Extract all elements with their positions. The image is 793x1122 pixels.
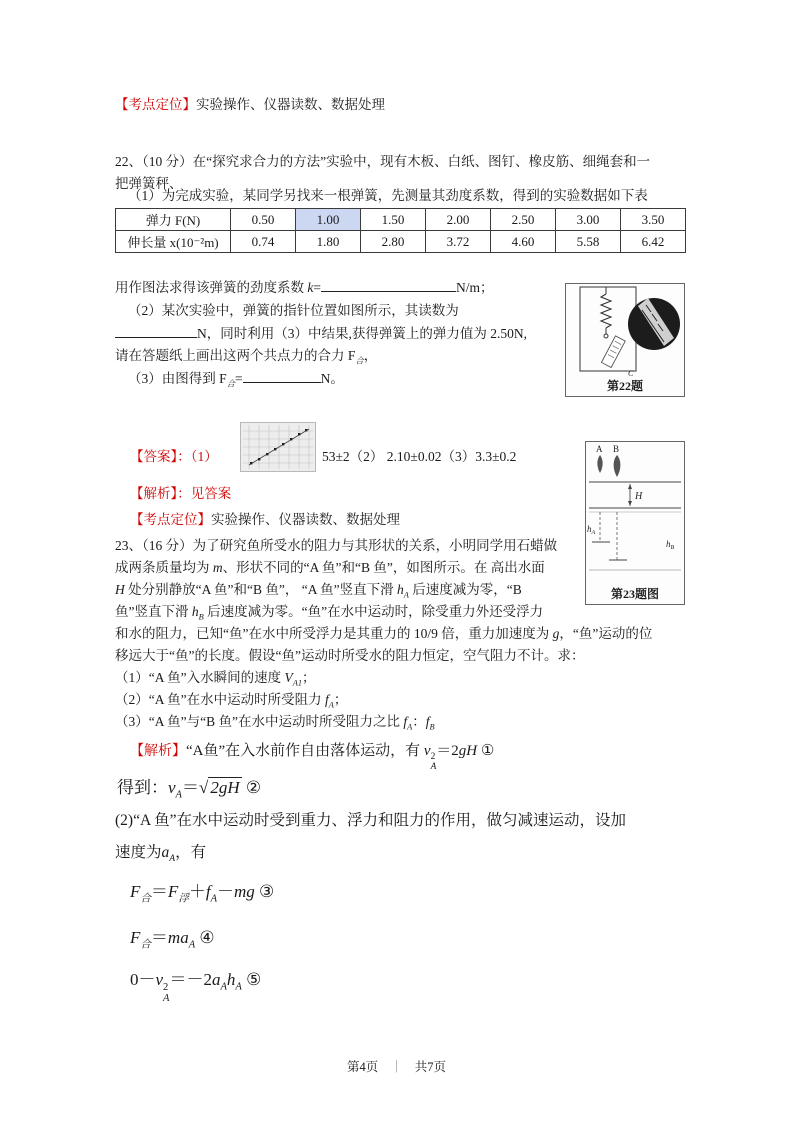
kaodian-text: 实验操作、仪器读数、数据处理 — [196, 97, 385, 112]
q23-line-7: （1）“A 鱼”入水瞬间的速度 $V_{A1}$； — [115, 670, 316, 688]
hb-label: $h_B$ — [666, 539, 675, 551]
fish-a-shape — [597, 455, 602, 473]
table-cell-highlighted: 1.00 — [296, 209, 361, 231]
ha-label: $h_A$ — [587, 524, 596, 536]
table-header-extension: 伸长量 x(10⁻²m) — [116, 231, 231, 253]
table-cell: 3.00 — [556, 209, 621, 231]
sol23-formula-4: $F_合=ma_A$ ④ — [130, 928, 215, 951]
fish-b-shape — [614, 455, 621, 477]
q23-line-4: 鱼”竖直下滑 $h_B$ 后速度减为零。“鱼”在水中运动时，除受重力外还受浮力 — [115, 604, 544, 622]
fish-b-label: B — [613, 444, 620, 454]
sol23-intro-math: “A鱼”在入水前作自由落体运动，有 v 2 A ＝2gH ① — [186, 743, 495, 772]
sol23-formula-3: $F_合=F_浮+f_A-mg$ ③ — [130, 882, 275, 905]
q23-line-1: 23、（16 分）为了研究鱼所受水的阻力与其形状的关系，小明同学用石蜡做 — [115, 538, 558, 553]
q23-line-6: 移远大于“鱼”的长度。假设“鱼”运动时所受水的阻力恒定，空气阻力不计。求： — [115, 648, 585, 663]
jiexi-tag: 【解析】 — [130, 744, 186, 759]
jiexi-text: 见答案 — [190, 486, 232, 501]
table-cell: 2.80 — [361, 231, 426, 253]
table-cell: 5.58 — [556, 231, 621, 253]
kaodian-tag: 【考点定位】 — [115, 97, 196, 112]
figure-q22 — [565, 283, 685, 397]
table-cell: 6.42 — [621, 231, 686, 253]
figure-q22-label: 第22题 — [606, 379, 643, 393]
q22-pointer-line: （2）某次实验中，弹簧的指针位置如图所示，其读数为 — [128, 303, 459, 318]
table-header-force: 弹力 F(N) — [116, 209, 231, 231]
footer-total-pages: 共7页 — [414, 1060, 447, 1074]
kaodian-line-top — [115, 95, 385, 115]
kaodian-line-22 — [130, 510, 400, 530]
table-cell: 3.50 — [621, 209, 686, 231]
q22-line-2: 把弹簧秤、 — [115, 176, 183, 191]
footer-separator: ｜ — [390, 1060, 403, 1074]
spring-scale-diagram — [566, 284, 684, 380]
q22-line-3: （1）为完成实验，某同学另找来一根弹簧，先测量其劲度系数，得到的实验数据如下表 — [128, 188, 648, 203]
table-cell: 2.50 — [491, 209, 556, 231]
page-footer — [0, 1057, 793, 1075]
q22-draw-line: 请在答题纸上画出这两个共点力的合力 $F_合$， — [115, 348, 378, 366]
sol23-dedao-formula: 得到：$v_A=√$ 2gH ② — [117, 778, 262, 801]
kaodian-text: 实验操作、仪器读数、数据处理 — [211, 512, 400, 527]
figure-q23-label: 第23题图 — [610, 587, 659, 601]
table-row-extension — [116, 231, 686, 253]
q23-line-3: H 处分别静放“A 鱼”和“B 鱼”， “A 鱼”竖直下滑 $h_A$ 后速度减为零，“B — [115, 582, 522, 600]
kx-graph — [241, 423, 315, 471]
table-cell: 1.80 — [296, 231, 361, 253]
table-cell: 2.00 — [426, 209, 491, 231]
sol23-part2-line-1: (2)“A 鱼”在水中运动时受到重力、浮力和阻力的作用，做匀减速运动，设加 — [115, 812, 627, 829]
q22-blank-n-line: N，同时利用（3）中结果,获得弹簧上的弹力值为 2.50N, — [115, 324, 527, 344]
q23-line-9: （3）“A 鱼”与“B 鱼”在水中运动时所受阻力之比 $f_A$：$f_B$ — [115, 714, 435, 732]
table-cell: 3.72 — [426, 231, 491, 253]
kaodian-tag: 【考点定位】 — [130, 512, 211, 527]
fish-diagram — [586, 442, 684, 582]
table-cell: 0.74 — [231, 231, 296, 253]
q22-result-line: （3）由图得到 $F_合= N$。 — [128, 371, 344, 389]
answer22-values: 53±2（2） 2.10±0.02（3）3.3±0.2 — [322, 449, 517, 464]
sol23-intro-line — [130, 738, 494, 773]
table-cell: 0.50 — [231, 209, 296, 231]
jiexi22-line — [130, 484, 231, 504]
fish-a-label: A — [596, 444, 603, 454]
q23-line-2: 成两条质量均为 m、形状不同的“A 鱼”和“B 鱼”，如图所示。在 高出水面 — [115, 560, 545, 575]
sol23-part2-line-2: 速度为$a_A$，有 — [115, 844, 207, 865]
q23-line-5: 和水的阻力，已知“鱼”在水中所受浮力是其重力的 10/9 倍，重力加速度为 g，“鱼”运动的位 — [115, 626, 653, 641]
q22-line-1: 22、（10 分）在“探究求合力的方法”实验中，现有木板、白纸、图钉、橡皮筋、细绳套和一 — [115, 154, 651, 169]
table-cell: 4.60 — [491, 231, 556, 253]
footer-page-number: 第4页 — [346, 1060, 379, 1074]
figure22-letter: C — [628, 369, 634, 378]
figure-q23 — [585, 441, 685, 605]
table-row-force — [116, 209, 686, 231]
q22-k-blank-line: 用作图法求得该弹簧的劲度系数 k= N/m； — [115, 280, 494, 295]
height-h-label: H — [635, 491, 643, 502]
q22-data-table — [115, 208, 686, 253]
answer22-tag: 【答案】：（1） — [130, 449, 218, 464]
q23-line-8: （2）“A 鱼”在水中运动时所受阻力 $f_A$； — [115, 692, 348, 710]
jiexi-tag: 【解析】： — [130, 486, 191, 501]
sol23-formula-5: 0－v 2 A $=-2a_Ah_A$ ⑤ — [130, 970, 262, 1004]
table-cell: 1.50 — [361, 209, 426, 231]
answer22-graph-thumbnail — [240, 422, 316, 472]
